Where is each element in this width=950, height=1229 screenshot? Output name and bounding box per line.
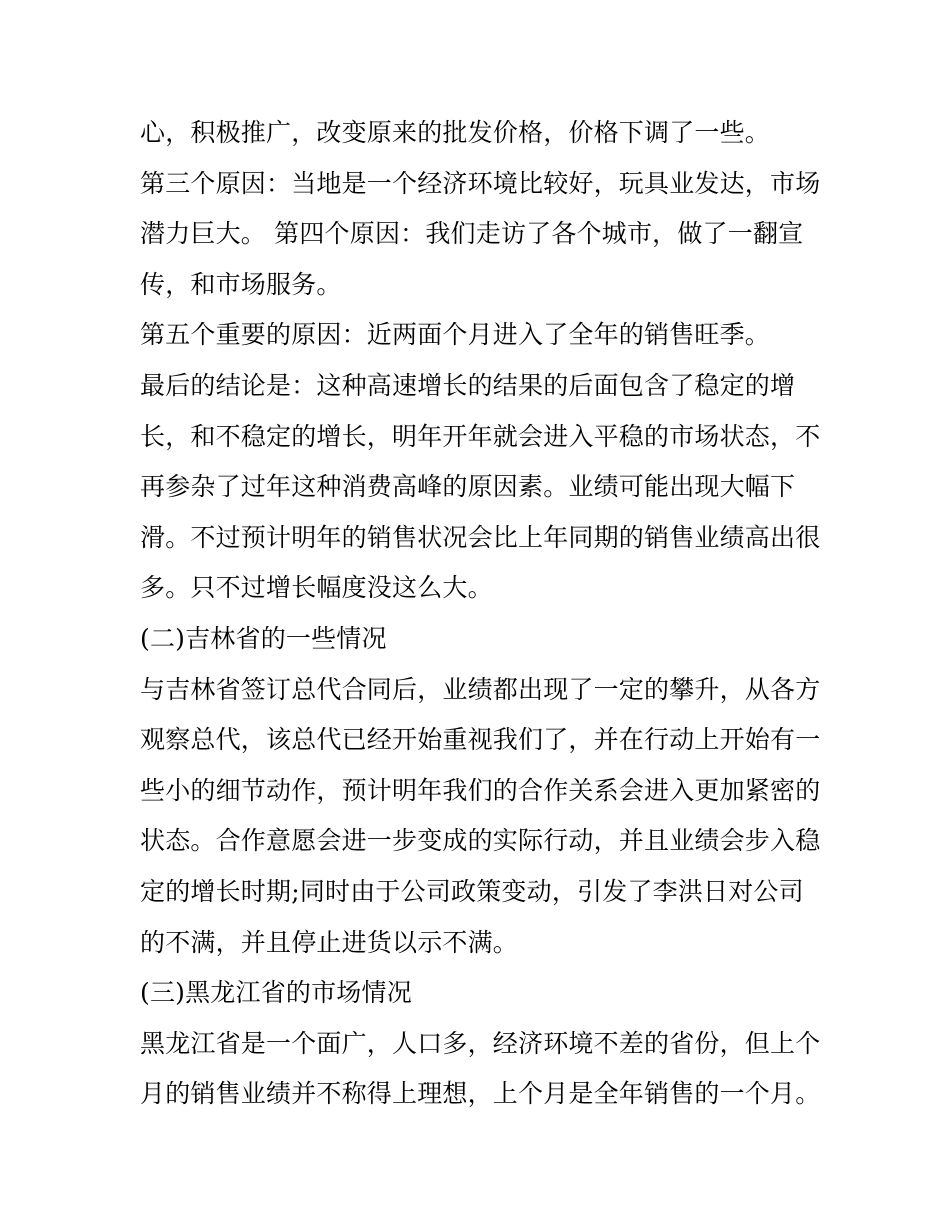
text-line: 多。只不过增长幅度没这么大。: [140, 573, 493, 603]
text-line: 的不满，并且停止进货以示不满。: [140, 927, 519, 957]
text-line: 状态。合作意愿会进一步变成的实际行动，并且业绩会步入稳: [140, 826, 821, 856]
text-line: 第五个重要的原因：近两面个月进入了全年的销售旺季。: [140, 320, 771, 350]
text-line: 月的销售业绩并不称得上理想，上个月是全年销售的一个月。: [140, 1079, 821, 1109]
text-line: 与吉林省签订总代合同后，业绩都出现了一定的攀升，从各方: [140, 674, 821, 704]
text-line: 传，和市场服务。: [140, 269, 342, 299]
document-body: [140, 108, 820, 1120]
text-line: 观察总代，该总代已经开始重视我们了，并在行动上开始有一: [140, 725, 821, 755]
text-line: 再参杂了过年这种消费高峰的原因素。业绩可能出现大幅下: [140, 472, 796, 502]
text-line: 第三个原因：当地是一个经济环境比较好，玩具业发达，市场: [140, 168, 821, 198]
text-line: 心，积极推广，改变原来的批发价格，价格下调了一些。: [140, 118, 771, 147]
text-line: 潜力巨大。 第四个原因：我们走访了各个城市，做了一翻宣: [140, 219, 804, 249]
text-line: 最后的结论是：这种高速增长的结果的后面包含了稳定的增: [140, 370, 796, 400]
text-line: 些小的细节动作，预计明年我们的合作关系会进入更加紧密的: [140, 775, 821, 805]
text-line: 定的增长时期;同时由于公司政策变动，引发了李洪日对公司: [140, 876, 804, 906]
text-line: 长，和不稳定的增长，明年开年就会进入平稳的市场状态，不: [140, 421, 821, 451]
section-heading: (三)黑龙江省的市场情况: [140, 978, 412, 1008]
text-line: 黑龙江省是一个面广，人口多，经济环境不差的省份，但上个: [140, 1028, 821, 1058]
section-heading: (二)吉林省的一些情况: [140, 623, 387, 653]
text-line: 滑。不过预计明年的销售状况会比上年同期的销售业绩高出很: [140, 522, 821, 552]
